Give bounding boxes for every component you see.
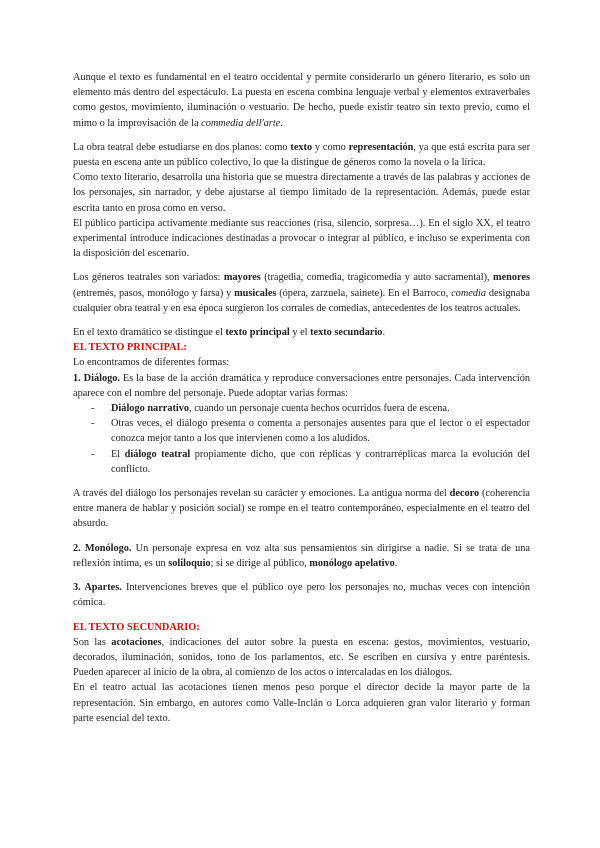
acotaciones-paragraph: Son las acotaciones, indicaciones del autor sobre la puesta en escena: gestos, movimientos, vestuario, decorados, iluminación, sonidos, tono de los parlamentos, etc. Se escriben en cursiva y entre paréntesis. Pueden aparecer al inicio de la obra, al comienzo de los actos o intercaladas en los diálogos. xyxy=(73,636,530,679)
literary-text-paragraph: Como texto literario, desarrolla una historia que se muestra directamente a través de las palabras y acciones de los personajes, sin narrador, y debe ajustarse al tiempo limitado de la representación. Además, puede estar escrita tanto en prosa como en verso. xyxy=(73,172,530,214)
apartes-paragraph: 3. Apartes. Intervenciones breves que el público oye pero los personajes no, muchas veces con intención cómica. xyxy=(73,582,530,609)
dialogo-forms-list xyxy=(73,401,530,477)
list-item: - El diálogo teatral propiamente dicho, que con réplicas y contrarréplicas marca la evolución del conflicto. xyxy=(111,447,530,477)
monologo-paragraph: 2. Monólogo. Un personaje expresa en voz alta sus pensamientos sin dirigirse a nadie. Si se trata de una reflexión íntima, es un soliloquio; si se dirige al público, monólogo apelativo. xyxy=(73,542,531,569)
principal-heading: EL TEXTO PRINCIPAL: xyxy=(73,342,187,354)
modern-theatre-paragraph: En el teatro actual las acotaciones tienen menos peso porque el director decide la mayor parte de la representación. Sin embargo, en autores como Valle-Inclán o Lorca adquieren gran valor literario y forman parte esencial del texto. xyxy=(73,682,530,724)
commedia-dellarte-term: commedia dell'arte xyxy=(201,117,281,129)
genres-paragraph: Los géneros teatrales son variados: mayores (tragedia, comedia, tragicomedia y auto sacramental), menores (entremés, pasos, monólogo y farsa) y musicales (ópera, zarzuela, sainete). En el Barroco, comedia designaba cualquier obra teatral y en esa época surgieron los corrales de comedias, antecedentes de los teatros actuales. xyxy=(73,272,531,314)
characters-paragraph: A través del diálogo los personajes revelan su carácter y emociones. La antigua norma del decoro (coherencia entre manera de hablar y posición social) se rompe en el teatro contemporáneo, especialmente en el teatro del absurdo. xyxy=(73,488,530,530)
secundario-heading: EL TEXTO SECUNDARIO: xyxy=(73,621,200,633)
planes-paragraph: La obra teatral debe estudiarse en dos planos: como texto y como representación, ya que está escrita para ser puesta en escena ante un público colectivo, lo que la distingue de géneros como la novela o la lírica. xyxy=(73,141,530,169)
list-item: - Otras veces, el diálogo presenta o comenta a personajes ausentes para que el lector o el espectador conozca mejor tanto a los que intervienen como a los aludidos. xyxy=(111,416,530,446)
intro-paragraph: Aunque el texto es fundamental en el teatro occidental y permite considerarlo un género literario, es solo un elemento más dentro del espectáculo. La puesta en escena combina lenguaje verbal y elementos extraverbales como gestos, movimiento, iluminación o vestuario. De hecho, puede existir teatro sin texto previo, como el mimo o la improvisación de la commedia dell'arte. xyxy=(73,72,530,129)
public-paragraph: El público participa activamente mediante sus reacciones (risa, silencio, sorpresa…). En el siglo XX, el teatro experimental introduce indicaciones destinadas a provocar o integrar al público, e incluso se experimenta con la disposición del escenario. xyxy=(73,217,530,260)
principal-intro: Lo encontramos de diferentes formas: xyxy=(73,357,230,369)
list-item: - Diálogo narrativo, cuando un personaje cuenta hechos ocurridos fuera de escena. xyxy=(111,401,530,416)
distinction-paragraph: En el texto dramático se distingue el texto principal y el texto secundario. xyxy=(73,327,386,339)
dialogo-paragraph: 1. Diálogo. Es la base de la acción dramática y reproduce conversaciones entre personajes. Cada intervención aparece con el nombre del personaje. Puede adoptar varias formas: xyxy=(73,372,530,399)
